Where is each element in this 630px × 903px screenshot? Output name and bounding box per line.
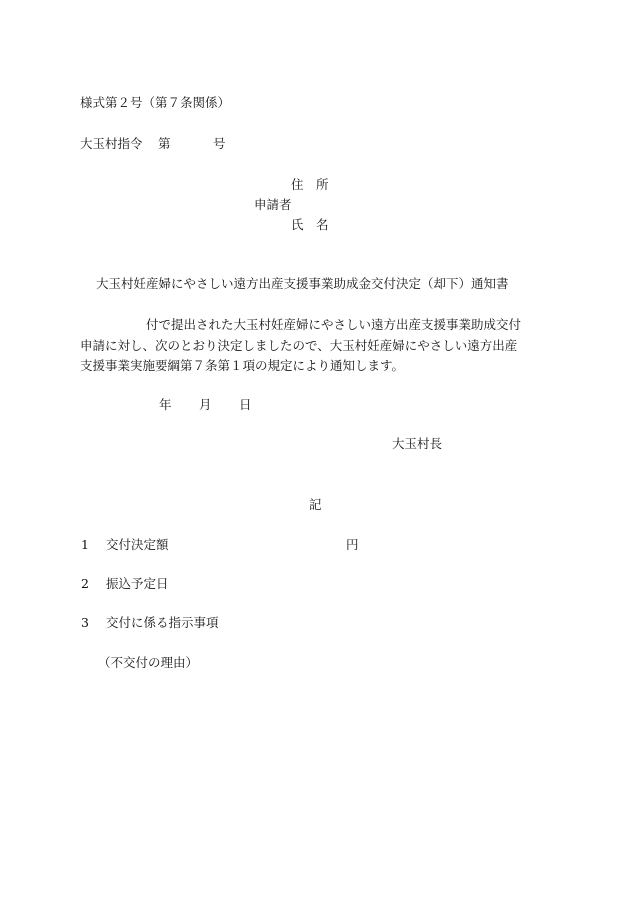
- item-2-label: 振込予定日: [106, 576, 169, 591]
- item-1-label: 交付決定額: [106, 537, 169, 552]
- body-line-2: 申請に対し、次のとおり決定しましたので、大玉村妊産婦にやさしい遠方出産: [80, 338, 518, 353]
- directive-go: 号: [213, 136, 226, 151]
- ki-heading: 記: [309, 497, 322, 512]
- item-1-unit: 円: [346, 537, 359, 552]
- body-line-3: 支援事業実施要綱第７条第１項の規定により通知します。: [80, 358, 405, 373]
- item-1-number: 1: [81, 537, 89, 552]
- date-year: 年: [159, 397, 172, 412]
- document-title: 大玉村妊産婦にやさしい遠方出産支援事業助成金交付決定（却下）通知書: [96, 276, 509, 291]
- item-2-number: 2: [81, 576, 89, 591]
- body-line-1: 付で提出された大玉村妊産婦にやさしい遠方出産支援事業助成交付: [146, 317, 522, 332]
- date-day: 日: [239, 397, 252, 412]
- address-label: 住 所: [291, 177, 329, 192]
- directive-prefix: 大玉村指令: [80, 136, 143, 151]
- date-month: 月: [199, 397, 212, 412]
- applicant-label: 申請者: [254, 197, 292, 212]
- item-3-label: 交付に係る指示事項: [106, 615, 219, 630]
- directive-dai: 第: [158, 136, 171, 151]
- item-3-number: 3: [81, 615, 89, 630]
- form-label: 様式第２号（第７条関係）: [80, 95, 231, 110]
- name-label: 氏 名: [291, 217, 329, 232]
- reason-label: （不交付の理由）: [98, 655, 199, 670]
- issuer: 大玉村長: [392, 436, 443, 451]
